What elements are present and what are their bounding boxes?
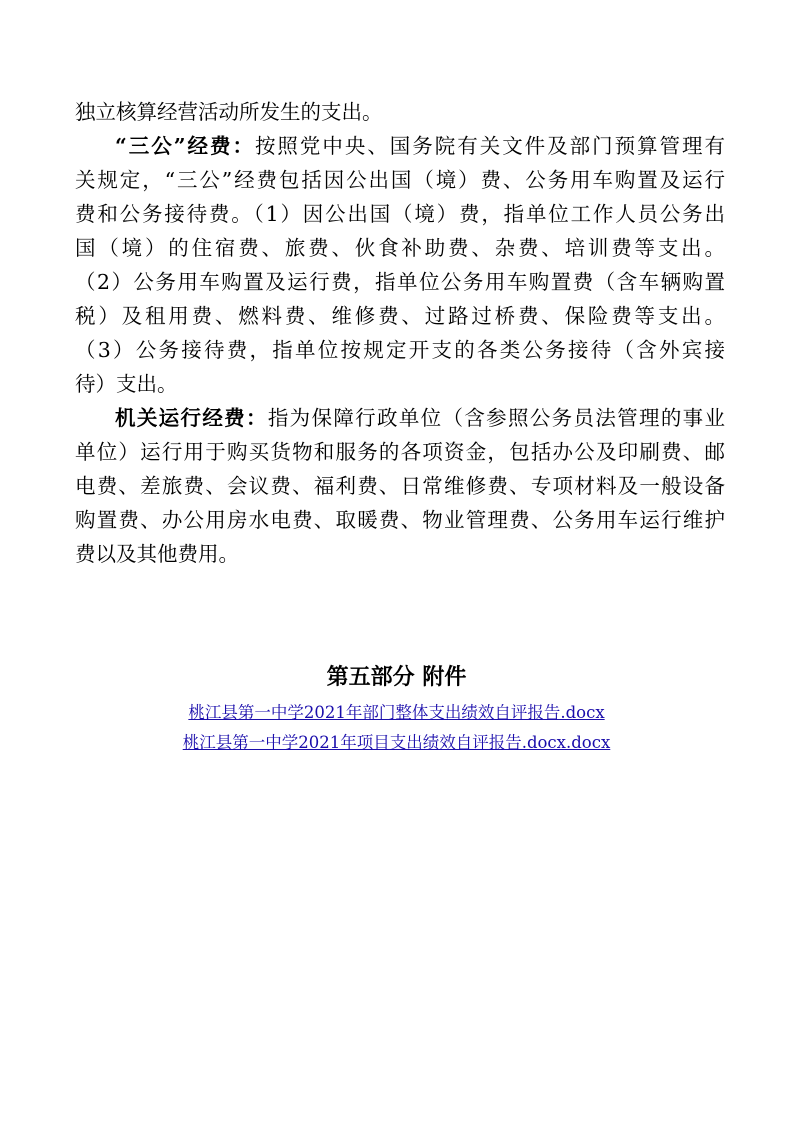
paragraph-line: 税）及租用费、燃料费、维修费、过路过桥费、保险费等支出。 [75,304,725,328]
paragraph-line: 关规定，“三公”经费包括因公出国（境）费、公务用车购置及运行 [75,168,725,192]
term-jiguan: 机关运行经费： [115,406,268,430]
paragraph-line: 待）支出。 [75,372,178,396]
paragraph-line: 国（境）的住宿费、旅费、伙食补助费、杂费、培训费等支出。 [75,236,725,260]
attachment-item [0,731,793,755]
paragraph-text: 指为保障行政单位（含参照公务员法管理的事业 [267,406,725,430]
paragraph-first-line [115,403,725,433]
attachment-link-project[interactable]: 桃江县第一中学2021年项目支出绩效自评报告.docx.docx [182,733,611,752]
attachment-link-dept[interactable]: 桃江县第一中学2021年部门整体支出绩效自评报告.docx [188,703,605,722]
paragraph-line: 单位）运行用于购买货物和服务的各项资金，包括办公及印刷费、邮 [75,440,725,464]
paragraph-line: 费和公务接待费。（1）因公出国（境）费，指单位工作人员公务出 [75,202,725,226]
paragraph-line: 独立核算经营活动所发生的支出。 [75,100,383,124]
paragraph-line: 购置费、办公用房水电费、取暖费、物业管理费、公务用车运行维护 [75,508,725,532]
paragraph-line: （2）公务用车购置及运行费，指单位公务用车购置费（含车辆购置 [75,270,725,294]
paragraph-text: 按照党中央、国务院有关文件及部门预算管理有 [254,134,725,158]
paragraph-first-line [115,131,725,161]
paragraph-line: 电费、差旅费、会议费、福利费、日常维修费、专项材料及一般设备 [75,474,725,498]
paragraph-line: （3）公务接待费，指单位按规定开支的各类公务接待（含外宾接 [75,338,725,362]
section-title: 第五部分 附件 [326,664,467,690]
term-sangong: “三公”经费： [115,134,255,158]
attachment-item [0,701,793,725]
paragraph-line: 费以及其他费用。 [75,542,239,566]
